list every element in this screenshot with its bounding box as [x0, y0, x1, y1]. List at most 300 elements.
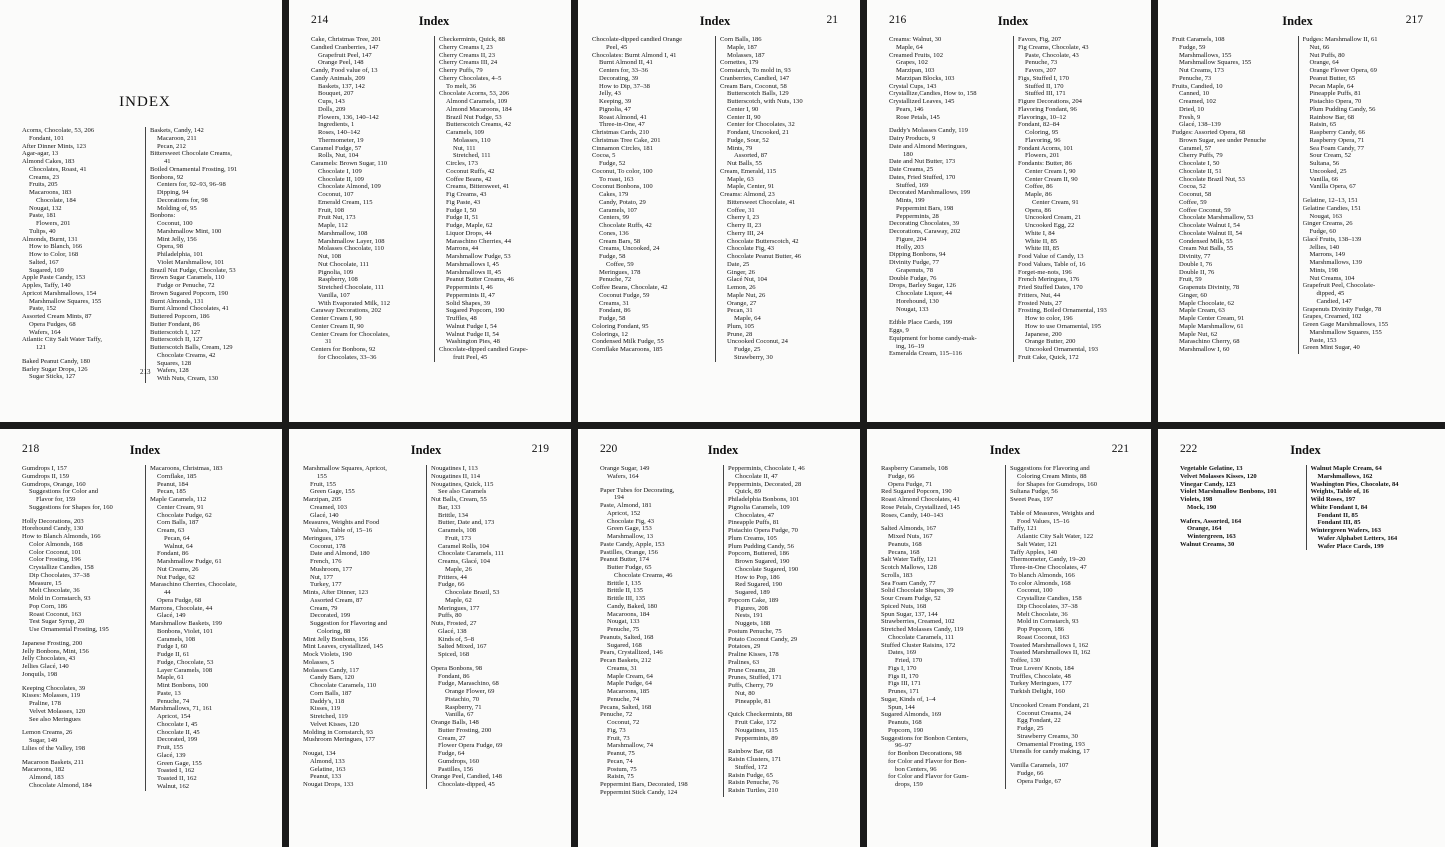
- index-entry: Chocolate Fudge, 62: [157, 511, 212, 519]
- index-entry: Date and Almond, 180: [310, 550, 370, 558]
- index-entry: Spun Sugar, 137, 144: [881, 610, 938, 618]
- index-entry: Cherry III, 24: [727, 229, 764, 237]
- index-columns: [592, 36, 838, 362]
- page-header-title: Index: [707, 443, 739, 457]
- index-entry: Cream, 63: [157, 527, 185, 534]
- index-entry: Chocolate-dipped candied Grape-: [439, 346, 528, 353]
- index-entry: Caraway Decorations, 202: [311, 307, 382, 315]
- index-entry: Bonbons, 92: [150, 173, 184, 181]
- index-entry: Cream, Emerald, 115: [720, 167, 777, 175]
- index-entry: Chocolate Walnut I, 54: [1179, 222, 1240, 229]
- index-entry: Corn Balls, 187: [310, 689, 352, 697]
- index-entry: Coffee, 59: [606, 260, 634, 268]
- index-entry: Coconut Creams, 24: [1017, 709, 1072, 717]
- index-entry: Butter Frosting, 200: [438, 726, 492, 734]
- index-entry: Color Frosting, 196: [29, 556, 81, 564]
- index-entry: Checkermints, Quick, 88: [439, 36, 505, 43]
- index-entry: Gumdrops II, 159: [22, 472, 70, 480]
- index-entry: Pecan, 185: [157, 488, 186, 496]
- index-entry: Nut, 80: [735, 689, 755, 697]
- index-entry: Orange, 64: [1309, 59, 1339, 67]
- index-entry: Orange Peel, 148: [318, 59, 364, 67]
- index-entry: Condensed Milk, 55: [1179, 237, 1233, 245]
- index-entry: Center Cream, 91: [157, 503, 204, 511]
- index-entry: Caramel Fudge, 57: [311, 144, 362, 152]
- index-entry: Almond Caramels, 109: [446, 98, 508, 105]
- index-entry: Raisin, 75: [607, 773, 634, 781]
- index-entry: Vanilla, 107: [318, 291, 350, 299]
- index-entry: Sugared Almonds, 169: [881, 711, 942, 719]
- index-entry: Fruit, 155: [310, 480, 337, 488]
- index-entry: Ginger, 60: [1179, 291, 1207, 299]
- index-entry: Coffee, 86: [1025, 183, 1053, 191]
- index-entry: Fudge, 25: [1017, 725, 1044, 732]
- index-entry: Sugar, Kinds of, 1–4: [881, 695, 936, 703]
- index-entry: Molasses, 187: [727, 51, 765, 59]
- index-entry: Center II, 90: [727, 113, 761, 121]
- index-entry: Mushroom Meringues, 177: [303, 736, 375, 744]
- index-entry: Candied Cranberries, 147: [311, 43, 379, 51]
- index-entry: Maraschino Cherries, Chocolate,: [150, 581, 237, 589]
- index-entry: Christmas Tree Cake, 201: [592, 136, 661, 144]
- index-entry: 155: [317, 472, 327, 480]
- index-entry: Mints, 199: [896, 197, 925, 204]
- index-entry: Nut, 66: [1309, 43, 1330, 51]
- index-entry: Fondant, Uncooked, 21: [727, 129, 789, 136]
- index-entry: Mock, 190: [1187, 503, 1217, 511]
- index-entry: Pineapple Puffs, 81: [1309, 90, 1361, 98]
- index-entry: Marshmallow Layer, 108: [318, 237, 385, 245]
- index-entry: With Evaporated Milk, 112: [318, 299, 391, 307]
- index-entry: Maple, 86: [1025, 191, 1052, 198]
- page-header: [22, 14, 268, 36]
- index-entry: Coffee, 31: [727, 206, 755, 214]
- index-entry: Fruit, 173: [445, 534, 472, 542]
- index-entry: Peanut Butter Creams, 46: [446, 276, 514, 284]
- index-page-p214: [289, 0, 571, 422]
- index-entry: Chocolate Liquor, 44: [896, 290, 952, 297]
- index-entry: Opera, 86: [1025, 206, 1051, 214]
- index-entry: Vegetable Gelatine, 13: [1180, 465, 1243, 472]
- index-entry: Fudge, 58: [599, 253, 626, 260]
- index-entry: Almond Cakes, 183: [22, 158, 75, 165]
- index-entry: Cocoa, 5: [592, 152, 616, 160]
- index-entry: Center for Chocolates, 32: [727, 121, 795, 129]
- page-header-title: Index: [699, 14, 731, 28]
- index-entry: Vanilla Caramels, 107: [1010, 762, 1069, 769]
- index-entry: Atlantic City Salt Water Taffy,: [22, 336, 103, 344]
- index-entry: Frosted Nuts, 27: [1018, 299, 1062, 307]
- index-entry: Peanut, 133: [310, 773, 342, 781]
- index-entry: Sugared, 169: [29, 266, 64, 274]
- index-entry: Sea Foam Candy, 77: [881, 579, 936, 587]
- index-entry: Maple, 112: [318, 222, 348, 229]
- index-entry: Almonds, Burnt, 131: [22, 235, 78, 243]
- index-entry: Peppermints II, 47: [446, 291, 495, 299]
- index-entry: Raspberry Opera, 71: [1309, 136, 1365, 144]
- index-entry: Marshmallow, 108: [318, 229, 368, 237]
- index-entry: Maple, 62: [445, 596, 472, 604]
- index-entry: True Lovers' Knots, 184: [1010, 664, 1074, 672]
- index-entry: Pecans, Salted, 168: [600, 703, 652, 711]
- index-entry: Violet Marshmallow Bonbons, 101: [1180, 488, 1277, 496]
- index-entry: Red Sugared, 190: [735, 581, 783, 589]
- index-entry: Stretched, 119: [310, 713, 348, 720]
- index-entry: Assorted Cream, 87: [310, 596, 363, 604]
- index-entry: Walnut Creams, 30: [1180, 540, 1235, 548]
- index-entry: French Meringues, 176: [1018, 276, 1080, 284]
- index-entry: Center Cream I, 90: [1025, 167, 1076, 175]
- index-entry: Glacé, 139: [157, 751, 186, 759]
- index-entry: Peanuts, 168: [888, 719, 922, 726]
- index-entry: French, 176: [310, 558, 342, 565]
- index-entry: Opera Fudge, 68: [157, 596, 202, 604]
- index-entry: Cornettes, 179: [720, 59, 759, 67]
- index-entry: Paste, Chocolate, 43: [1025, 51, 1079, 59]
- index-entry: Paste, 181: [29, 212, 57, 220]
- index-entry: Taffy, 121: [1010, 525, 1037, 533]
- index-entry: Corn Balls, 187: [157, 519, 199, 527]
- index-entry: Roast Coconut, 163: [1017, 633, 1070, 641]
- index-entry: Jelly Bonbons, Mint, 156: [22, 647, 89, 655]
- page-header-title: Index: [418, 14, 450, 28]
- index-entry: Maple Nut, 26: [727, 291, 766, 299]
- index-entry: Maple, Center, 91: [727, 183, 775, 191]
- index-page-p217: [1158, 0, 1445, 422]
- index-entry: Emerald Cream, 115: [318, 198, 373, 206]
- index-entry: Chocolate Brazil Nut, 53: [1179, 175, 1245, 183]
- index-entry: Kisses: Molasses, 119: [22, 692, 81, 700]
- page-number: 219: [531, 443, 549, 455]
- index-entry: Values, Table of, 15–16: [310, 527, 373, 534]
- index-entry: Nut, 108: [318, 253, 342, 260]
- index-entry: Popcorn, Buttered, 186: [728, 550, 790, 558]
- index-entry: Chocolate Almond, 109: [318, 183, 381, 191]
- index-entry: Nut Balls, Cream, 55: [431, 496, 487, 503]
- index-entry: Raspberry, 108: [318, 276, 358, 284]
- index-entry: Coconut Ruffs, 42: [446, 167, 495, 175]
- index-entry: Salted Mixed, 167: [438, 643, 487, 651]
- index-entry: Peanuts, 168: [888, 540, 922, 548]
- index-entry: Atlantic City Salt Water, 122: [1017, 533, 1094, 540]
- index-entry: Rainbow Bar, 68: [728, 748, 773, 756]
- index-entry: Vanilla, 66: [1309, 175, 1339, 183]
- index-entry: Vanilla, 67: [445, 711, 474, 719]
- index-entry: Figs, Stuffed I, 170: [1018, 74, 1069, 82]
- index-entry: Salted, 167: [29, 258, 59, 266]
- index-page-p213: [0, 0, 282, 422]
- index-entry: Green Mint Sugar, 40: [1302, 344, 1360, 352]
- index-entry: Meringues, 175: [303, 534, 345, 542]
- index-entry: Maple Center Cream, 91: [1179, 315, 1245, 322]
- index-entry: Favors, Fig, 207: [1018, 36, 1062, 43]
- page-header: [600, 443, 846, 465]
- index-entry: Meringues, 178: [599, 268, 641, 276]
- index-entry: Almond, 133: [310, 757, 345, 765]
- index-entry: Macaroons, 184: [607, 610, 650, 618]
- index-entry: Fondant, 86: [157, 550, 189, 558]
- index-entry: Wafer Place Cards, 199: [1317, 542, 1384, 550]
- index-entry: Chocolate I, 50: [1179, 160, 1220, 167]
- index-entry: fruit Peel, 45: [453, 353, 488, 361]
- index-entry: Nougat, 133: [896, 305, 929, 313]
- index-entry: Fig, 73: [607, 726, 626, 734]
- index-entry: Coconut, To color, 100: [592, 167, 653, 175]
- index-entry: Pecan Baskets, 212: [600, 657, 652, 664]
- index-entry: Holly, 203: [896, 243, 924, 251]
- index-entry: Penuche, 72: [599, 276, 632, 284]
- index-entry: Violet Marshmallow, 101: [157, 258, 225, 266]
- index-entry: Walnut Fudge I, 54: [446, 322, 497, 330]
- index-entry: White I, 84: [1025, 229, 1055, 237]
- index-entry: Coconut, 107: [318, 191, 354, 198]
- index-entry: Green Gage, 153: [607, 525, 652, 533]
- index-entry: Pecan, 64: [164, 534, 190, 542]
- page-header: [22, 443, 268, 465]
- index-entry: Creams: Almond, 23: [720, 191, 775, 198]
- index-entry: Date and Almond Meringues,: [889, 142, 968, 150]
- index-entry: Japanese, 200: [1025, 330, 1062, 338]
- index-entry: Agar-agar, 13: [22, 150, 59, 158]
- index-entry: Raisin Clusters, 171: [728, 756, 782, 763]
- index-entry: Candy, Food value of, 13: [311, 67, 378, 74]
- index-entry: Coconut, 178: [310, 542, 346, 550]
- index-entry: Vinegar Candy, 123: [1180, 480, 1236, 488]
- index-entry: Brown Sugared, 190: [735, 558, 790, 565]
- index-entry: Peppermints, 28: [896, 212, 939, 220]
- index-entry: Marshmallow Squares, 155: [29, 297, 102, 305]
- index-entry: Dates, 169: [888, 649, 917, 657]
- index-entry: Brittle III, 135: [607, 595, 646, 602]
- index-entry: Jonquils, 198: [22, 670, 58, 678]
- index-entry: Nougatines, 115: [735, 726, 778, 734]
- index-entry: Fondant, 101: [29, 134, 64, 142]
- index-entry: Raisin Turtles, 210: [728, 787, 779, 794]
- index-entry: for Color and Flavor for Gum-: [888, 773, 969, 781]
- index-entry: Circles, 173: [446, 160, 478, 167]
- index-entry: Coloring, 95: [1025, 129, 1059, 136]
- index-entry: Date, 25: [727, 260, 750, 268]
- index-page-p219: [289, 429, 571, 847]
- index-entry: 31: [325, 338, 332, 346]
- index-column: [434, 36, 557, 362]
- index-entry: Flavor for, 159: [36, 496, 76, 503]
- index-entry: Nougatines I, 113: [431, 465, 478, 472]
- index-entry: Decorations for, 98: [157, 196, 208, 204]
- index-entry: Cherry Puffs, 79: [1179, 152, 1223, 160]
- index-entry: Molasses, 110: [453, 136, 491, 144]
- index-entry: Thermometer, Candy, 19–20: [1010, 556, 1086, 564]
- index-entry: Chocolates, 47: [735, 511, 775, 519]
- index-entry: Peppermints, Chocolate I, 46: [728, 465, 805, 472]
- index-entry: Green Gage, 155: [157, 759, 202, 767]
- index-entry: Japanese Frosting, 200: [22, 639, 83, 647]
- index-entry: Double I, 76: [1179, 260, 1213, 268]
- index-entry: 180: [903, 150, 913, 158]
- index-columns: [600, 465, 846, 797]
- index-entry: With Nuts, Cream, 130: [157, 375, 219, 382]
- index-entry: Paste, 153: [1309, 336, 1337, 344]
- index-entry: Velvet Molasses, 120: [29, 707, 86, 715]
- index-entry: Butterscotch Creams, 42: [446, 121, 512, 129]
- index-entry: Orange Peel, Candied, 148: [431, 773, 502, 781]
- index-entry: Marshmallow Fudge, 53: [446, 253, 511, 260]
- index-columns: [303, 465, 549, 789]
- index-entry: Almond Macaroons, 184: [446, 105, 512, 113]
- index-entry: Chocolate-dipped, 45: [438, 781, 495, 788]
- index-entry: Maple, 61: [157, 674, 184, 682]
- index-entry: Pears, Crystallized, 146: [600, 649, 663, 657]
- index-entry: Molding of, 95: [157, 204, 197, 212]
- index-entry: dipped, 45: [1316, 290, 1345, 297]
- index-entry: Flower Opera Fudge, 69: [438, 742, 503, 750]
- index-entry: Ginger, 26: [727, 268, 755, 276]
- index-entry: Nut, 177: [310, 573, 334, 581]
- index-entry: Suggestions for Color and: [29, 488, 99, 496]
- index-entry: Fudge, 64: [438, 750, 465, 757]
- index-entry: Nut Creams, 104: [1309, 274, 1355, 282]
- index-entry: Dipping Bonbons, 94: [889, 251, 946, 259]
- index-entry: Cakes, 179: [599, 191, 629, 198]
- index-entry: Fudge, Chocolate, 53: [157, 658, 214, 666]
- index-entry: Salt Water Taffy, 121: [881, 556, 937, 564]
- index-entry: Plum, 105: [727, 322, 755, 330]
- index-entry: Orange Flower Opera, 69: [1309, 67, 1377, 74]
- index-entry: Gumdrops, Orange, 160: [22, 480, 86, 488]
- index-entry: Mixed Nuts, 167: [888, 533, 933, 540]
- index-entry: Peanut Butter, 65: [1309, 74, 1356, 82]
- index-entry: Marshmallows, 139: [1309, 259, 1362, 266]
- index-entry: for Shapes for Gumdrops, 160: [1017, 480, 1098, 488]
- index-entry: Coconut, 100: [1017, 587, 1053, 595]
- index-entry: Opera Fudge, 71: [888, 480, 933, 488]
- index-entry: Bonbons:: [150, 212, 176, 220]
- index-entry: Assorted Cream Mints, 87: [22, 313, 92, 320]
- index-entry: Coconut, 100: [157, 220, 193, 227]
- index-entry: Liquor Drops, 44: [446, 229, 492, 237]
- page-header-title: Index: [129, 443, 161, 457]
- index-entry: Creams, 31: [607, 664, 638, 672]
- index-entry: Orange Sugar, 149: [600, 465, 650, 472]
- index-entry: Almond, 183: [29, 774, 64, 781]
- index-entry: Sultana, 56: [1309, 160, 1340, 167]
- index-entry: Fruit, 59: [1179, 276, 1202, 284]
- index-entry: Velvet Kisses, 120: [310, 720, 359, 728]
- index-entry: Glacé, 138–139: [1179, 121, 1221, 129]
- index-entry: Favors, 207: [1025, 67, 1057, 74]
- index-entry: Fried Stuffed Dates, 170: [1018, 284, 1083, 291]
- index-entry: Stuffed II, 170: [1025, 82, 1064, 90]
- index-entry: Toasted Marshmallows II, 162: [1010, 649, 1091, 657]
- index-entry: Butterscotch Balls, 129: [727, 90, 789, 98]
- page-header-title: Index: [1282, 14, 1313, 28]
- index-entry: Decorated, 199: [310, 612, 351, 620]
- index-entry: Penuche, 74: [157, 697, 190, 705]
- index-entry: Maraschino Cherries, 44: [446, 237, 512, 245]
- index-entry: Glacé, 140: [310, 511, 339, 519]
- index-entry: Dairy Products, 9: [889, 135, 936, 142]
- index-entry: Acorns, Chocolate, 53, 206: [22, 127, 95, 134]
- index-entry: Chocolates: Burnt Almond I, 41: [592, 51, 677, 59]
- index-entry: Fudge I, 50: [446, 206, 477, 214]
- index-entry: Grapefruit Peel, 147: [318, 51, 372, 59]
- index-entry: Walnut, 64: [164, 542, 193, 550]
- index-entry: Penuche, 75: [607, 626, 640, 633]
- index-entry: Tulips, 40: [29, 227, 56, 235]
- index-entry: Solid Shapes, 39: [446, 299, 491, 307]
- index-column: [1013, 36, 1137, 362]
- index-entry: Rolls, Nut, 104: [318, 152, 359, 160]
- index-entry: Cocoa, 52: [1179, 183, 1206, 191]
- index-entry: Creams, Bittersweet, 41: [446, 183, 510, 191]
- index-entry: Rainbow Bar, 68: [1309, 113, 1355, 121]
- index-entry: Scrolls, 183: [881, 571, 913, 579]
- index-entry: Strawberries, Creamed, 102: [881, 618, 955, 626]
- index-entry: Drops, Barley Sugar, 126: [889, 282, 956, 290]
- index-entry: Bar, 133: [438, 503, 461, 511]
- index-entry: Apples, Taffy, 140: [22, 282, 71, 289]
- index-entry: Cherry II, 23: [727, 222, 762, 229]
- index-entry: Red Sugared Popcorn, 190: [881, 488, 952, 496]
- index-columns: [311, 36, 557, 362]
- index-entry: Wild Roses, 197: [1310, 496, 1356, 503]
- index-column: [1306, 465, 1432, 550]
- index-entry: Peppermint Stick Candy, 124: [600, 788, 678, 796]
- index-entry: Chocolate II, 47: [735, 472, 778, 480]
- index-entry: Chocolate, 184: [36, 196, 76, 204]
- index-entry: Chocolate Butterscotch, 42: [727, 237, 799, 245]
- index-entry: Crystallize,Candies, How to, 158: [889, 90, 977, 98]
- index-entry: Measures, Weights and Food: [303, 519, 380, 527]
- index-entry: Cake, Christmas Tree, 201: [311, 36, 382, 43]
- index-entry: Pignolia, 109: [318, 268, 354, 276]
- page-number: 216: [889, 14, 907, 26]
- page-number: 221: [1111, 443, 1129, 455]
- index-entry: To melt, 36: [446, 82, 477, 90]
- index-entry: Wafers, 164: [29, 328, 61, 336]
- index-entry: To color Almonds, 168: [1010, 579, 1071, 587]
- index-entry: Chocolate Almond, 184: [29, 781, 92, 789]
- index-entry: Flavoring, 96: [1025, 136, 1061, 144]
- index-entry: Fruits, 205: [29, 181, 58, 189]
- index-entry: Maple, 26: [445, 565, 472, 573]
- index-entry: Gelatine, 163: [310, 765, 346, 773]
- index-entry: Cream, 27: [438, 734, 466, 742]
- index-entry: Corn Balls, 186: [720, 36, 762, 43]
- index-entry: Grapenuts Divinity, 78: [1179, 284, 1240, 291]
- index-entry: Raspberry Candy, 66: [1309, 129, 1365, 136]
- index-entry: Walnut Maple Cream, 64: [1310, 465, 1382, 472]
- index-entry: Taffy Apples, 140: [1010, 548, 1058, 556]
- index-entry: Spiced Nuts, 168: [881, 602, 927, 610]
- index-entry: Baskets, Candy, 142: [150, 127, 204, 134]
- index-entry: bon Centers, 96: [895, 765, 937, 773]
- index-entry: Nests, 191: [735, 612, 763, 620]
- index-entry: Fudge, 59: [1179, 43, 1206, 51]
- index-entry: Stuffed Cluster Raisins, 172: [881, 641, 956, 649]
- index-entry: Three-in-One, 47: [599, 121, 645, 129]
- index-entry: Stretched, 111: [453, 152, 491, 160]
- index-entry: Chocolate Caramels, 111: [888, 633, 954, 641]
- index-entry: Creamed, 103: [310, 503, 347, 511]
- index-entry: Nuggets, 188: [735, 620, 771, 627]
- index-entry: Canned, 10: [1179, 90, 1210, 98]
- index-entry: Butter Fondant, 86: [150, 320, 200, 328]
- index-entry: Fondants: Butter, 86: [1018, 160, 1072, 167]
- index-entry: Chocolates, Roast, 41: [29, 165, 87, 173]
- page-header: [311, 14, 557, 36]
- index-entry: Coconut, 58: [1179, 191, 1212, 198]
